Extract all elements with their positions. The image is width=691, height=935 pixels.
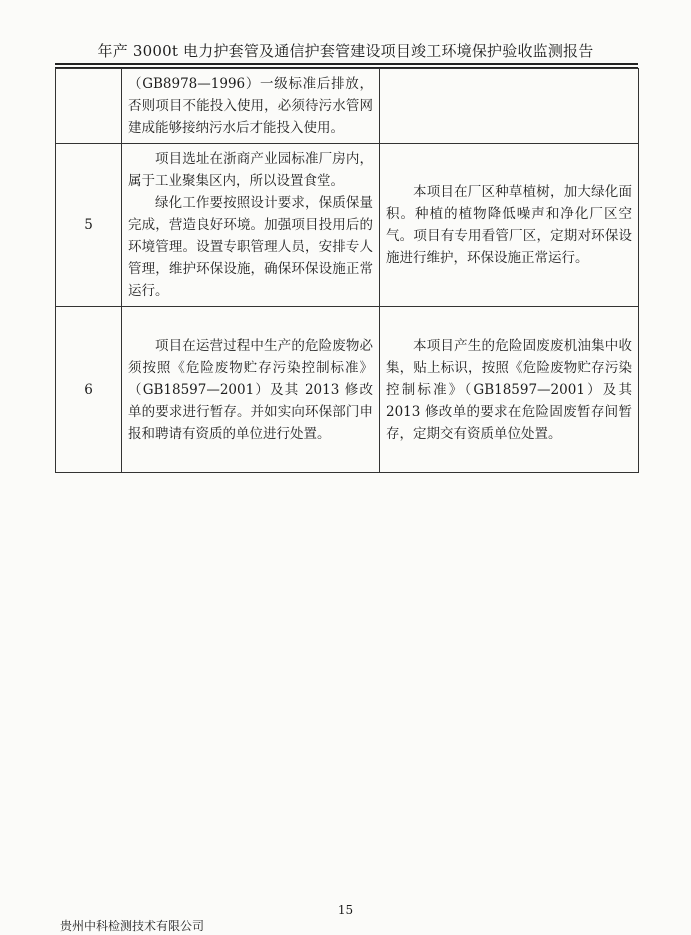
implementation-text: 本项目在厂区种草植树，加大绿化面积。种植的植物降低噪声和净化厂区空气。项目有专用看管厂区，定期对环保设施进行维护，环保设施正常运行。 xyxy=(386,184,632,266)
requirement-cell xyxy=(122,144,380,307)
table-row xyxy=(56,307,639,473)
requirement-text: 绿化工作要按照设计要求，保质保量完成，营造良好环境。加强项目投用后的环境管理。设置专职管理人员，安排专人管理，维护环保设施，确保环保设施正常运行。 xyxy=(128,195,373,299)
requirements-table xyxy=(55,68,639,473)
page-number: 15 xyxy=(337,903,354,917)
requirement-text: 项目选址在浙商产业园标准厂房内，属于工业聚集区内，所以设置食堂。 xyxy=(128,151,373,189)
implementation-cell xyxy=(380,307,639,473)
requirement-cell xyxy=(122,69,380,144)
requirement-cell xyxy=(122,307,380,473)
report-title: 年产 3000t 电力护套管及通信护套管建设项目竣工环境保护验收监测报告 xyxy=(97,42,594,60)
implementation-text: 本项目产生的危险固废废机油集中收集，贴上标识，按照《危险废物贮存污染控制标准》（GB18597—2001）及其 2013 修改单的要求在危险固废暂存间暂存，定期交有资质单位处置。 xyxy=(386,337,632,442)
row-index xyxy=(56,69,122,144)
table-row xyxy=(56,144,639,307)
implementation-cell xyxy=(380,69,639,144)
row-index: 6 xyxy=(56,307,122,473)
company-name: 贵州中科检测技术有限公司 xyxy=(60,919,205,933)
implementation-cell xyxy=(380,144,639,307)
row-index: 5 xyxy=(56,144,122,307)
requirement-text: （GB8978—1996）一级标准后排放，否则项目不能投入使用，必须待污水管网建成能够接纳污水后才能投入使用。 xyxy=(128,76,373,136)
header-rule-thick xyxy=(55,63,638,65)
requirement-text: 项目在运营过程中生产的危险废物必须按照《危险废物贮存污染控制标准》（GB18597—2001）及其 2013 修改单的要求进行暂存。并如实向环保部门申报和聘请有资质的单位进行处置。 xyxy=(128,337,373,442)
table-row xyxy=(56,69,639,144)
